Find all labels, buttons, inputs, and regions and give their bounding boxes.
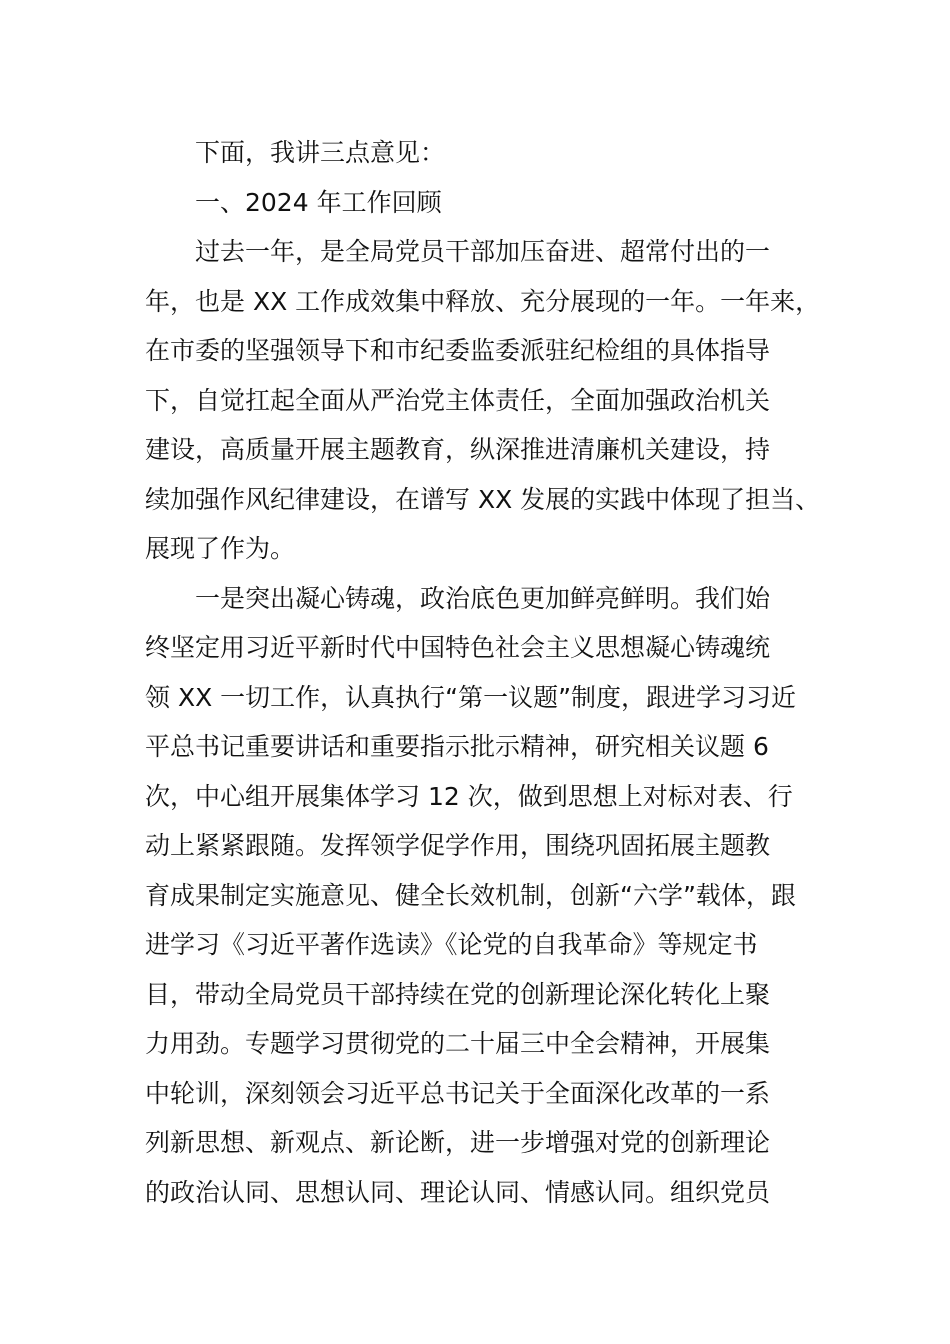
paragraph-line: 领 XX 一切工作，认真执行“第一议题”制度，跟进学习习近 <box>145 682 797 712</box>
paragraph-line: 下，自觉扛起全面从严治党主体责任，全面加强政治机关 <box>145 385 771 415</box>
paragraph-line: 续加强作风纪律建设，在谱写 XX 发展的实践中体现了担当、 <box>145 484 821 514</box>
paragraph-line: 平总书记重要讲话和重要指示批示精神，研究相关议题 6 <box>145 732 769 761</box>
paragraph-line: 一是突出凝心铸魂，政治底色更加鲜亮鲜明。我们始 <box>195 583 771 613</box>
paragraph-line: 进学习《习近平著作选读》《论党的自我革命》等规定书 <box>145 930 758 959</box>
paragraph-line: 育成果制定实施意见、健全长效机制，创新“六学”载体，跟 <box>145 880 796 910</box>
paragraph-line: 的政治认同、思想认同、理论认同、情感认同。组织党员 <box>145 1177 771 1207</box>
paragraph-line: 展现了作为。 <box>145 534 296 563</box>
paragraph-line: 年，也是 XX 工作成效集中释放、充分展现的一年。一年来， <box>145 286 821 316</box>
paragraph-line: 建设，高质量开展主题教育，纵深推进清廉机关建设，持 <box>145 435 771 464</box>
intro-line: 下面，我讲三点意见： <box>195 138 446 167</box>
section-heading: 一、2024 年工作回顾 <box>195 187 442 217</box>
paragraph-line: 过去一年，是全局党员干部加压奋进、超常付出的一 <box>195 237 771 266</box>
paragraph-line: 列新思想、新观点、新论断，进一步增强对党的创新理论 <box>145 1128 771 1157</box>
paragraph-line: 次，中心组开展集体学习 12 次，做到思想上对标对表、行 <box>145 781 793 811</box>
paragraph-line: 中轮训，深刻领会习近平总书记关于全面深化改革的一系 <box>145 1078 771 1108</box>
paragraph-line: 终坚定用习近平新时代中国特色社会主义思想凝心铸魂统 <box>145 633 771 662</box>
paragraph-line: 力用劲。专题学习贯彻党的二十届三中全会精神，开展集 <box>145 1029 771 1058</box>
document-body <box>145 128 825 1217</box>
paragraph-line: 动上紧紧跟随。发挥领学促学作用，围绕巩固拓展主题教 <box>145 831 771 860</box>
paragraph-line: 目，带动全局党员干部持续在党的创新理论深化转化上聚 <box>145 979 771 1009</box>
paragraph-line: 在市委的坚强领导下和市纪委监委派驻纪检组的具体指导 <box>145 336 771 365</box>
